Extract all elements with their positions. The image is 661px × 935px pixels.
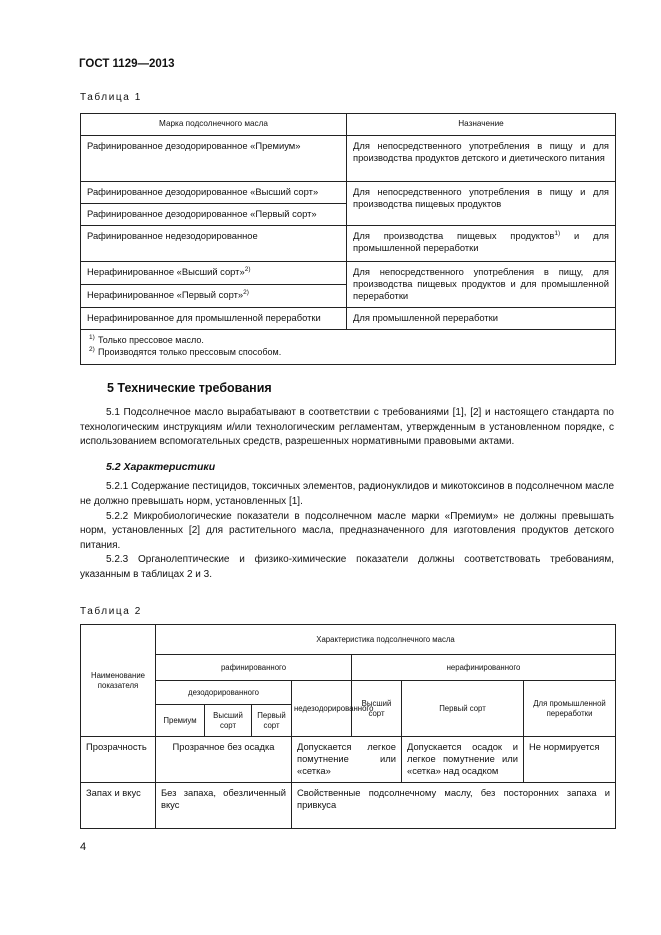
table2-indicator-cell: Запах и вкус (81, 783, 156, 829)
table1-purpose-cell: Для непосредственного употребления в пищу и для производства продуктов детского и диетического питания (347, 136, 616, 182)
table2-value-cell: Свойственные подсолнечному маслу, без посторонних запаха и привкуса (292, 783, 616, 829)
table2-indicator-cell: Прозрачность (81, 737, 156, 783)
table-row (81, 262, 616, 285)
table-row (81, 783, 616, 829)
footnote: 1) Только прессовое масло. (89, 334, 204, 345)
table1-purpose-cell: Для промышленной переработки (347, 308, 616, 330)
section5-body (80, 406, 614, 583)
table2-header-high: Высший сорт (205, 705, 252, 737)
table1 (80, 113, 616, 365)
table1-brand-cell (81, 285, 347, 308)
table1-brand-cell: Рафинированное недезодорированное (81, 226, 347, 262)
table1-purpose-cell: Для непосредственного употребления в пищу, для производства пищевых продуктов и для промышленной переработки (347, 262, 616, 308)
table2-header-unrefined: нерафинированного (352, 655, 616, 681)
table1-caption: Таблица 1 (80, 92, 142, 103)
table-row (81, 308, 616, 330)
table2-value-cell: Допускается осадок и легкое помутнение или «сетка» над осадком (402, 737, 524, 783)
table1-purpose-cell (347, 226, 616, 262)
table2 (80, 624, 616, 829)
paragraph-5-2-2: 5.2.2 Микробиологические показатели в подсолнечном масле марки «Премиум» не должны превышать норм, установленных [2] для растительного масла, предназначенного для изготовления продуктов детского питания. (80, 510, 614, 551)
table1-purpose-text: Для производства пищевых продуктов (353, 230, 555, 241)
table2-caption: Таблица 2 (80, 606, 142, 617)
section-title: 5 Технические требования (107, 381, 272, 395)
table1-brand-cell: Рафинированное дезодорированное «Высший сорт» (81, 182, 347, 204)
table1-brand-cell (81, 262, 347, 285)
footnote: 2) Производятся только прессовым способом. (89, 346, 282, 357)
table2-header-industrial: Для промышленной переработки (524, 681, 616, 737)
table1-brand-cell: Нерафинированное для промышленной переработки (81, 308, 347, 330)
table-row (81, 136, 616, 182)
table2-header-unref-high: Высший сорт (352, 681, 402, 737)
footnote-ref: 2) (244, 265, 251, 273)
document-header: ГОСТ 1129—2013 (79, 58, 175, 70)
table2-value-cell: Не нормируется (524, 737, 616, 783)
table1-brand-text: Нерафинированное «Первый сорт» (87, 289, 244, 300)
table2-header-row (81, 681, 616, 705)
table2-header-name: Наименование показателя (81, 625, 156, 737)
table1-col-header: Марка подсолнечного масла (81, 114, 347, 136)
table1-header-row (81, 114, 616, 136)
table2-value-cell: Прозрачное без осадка (156, 737, 292, 783)
table-row (81, 737, 616, 783)
table1-brand-cell: Рафинированное дезодорированное «Первый сорт» (81, 204, 347, 226)
footnote-ref: 1) (554, 229, 561, 237)
table2-value-cell: Без запаха, обезличенный вкус (156, 783, 292, 829)
table2-header-premium: Премиум (156, 705, 205, 737)
table1-col-header: Назначение (347, 114, 616, 136)
table2-header-first: Первый сорт (252, 705, 292, 737)
page-number: 4 (80, 841, 87, 853)
footnote-text: Производятся только прессовым способом. (98, 347, 282, 357)
table-row (81, 226, 616, 262)
table1-brand-cell: Рафинированное дезодорированное «Премиум» (81, 136, 347, 182)
subsection-title: 5.2 Характеристики (106, 460, 216, 473)
table1-purpose-cell: Для непосредственного употребления в пищу и для производства пищевых продуктов (347, 182, 616, 226)
paragraph-5-2-3: 5.2.3 Органолептические и физико-химические показатели должны соответствовать требованиям, указанным в таблицах 2 и 3. (80, 554, 614, 580)
footnote-text: Только прессовое масло. (98, 335, 204, 345)
table2-header-refined: рафинированного (156, 655, 352, 681)
table2-header-deodorized: дезодорированного (156, 681, 292, 705)
table2-header-unref-first: Первый сорт (402, 681, 524, 737)
table1-purpose-text: и для промышленной переработки (353, 230, 609, 253)
table2-header-row (81, 625, 616, 655)
table-row (81, 182, 616, 204)
paragraph-5-1: 5.1 Подсолнечное масло вырабатывают в соответствии с требованиями [1], [2] и настоящего стандарта по технологическим инструкциям и/или технологическим регламентам, утвержденным в установленном порядке, с использованием вспомогательных средств, разрешенных нормативными правовыми актами. (80, 407, 614, 448)
table2-header-nondeodorized: недезодорированного (292, 681, 352, 737)
table2-header-characteristic: Характеристика подсолнечного масла (156, 625, 616, 655)
table2-header-row (81, 655, 616, 681)
table1-brand-text: Нерафинированное «Высший сорт» (87, 266, 245, 277)
paragraph-5-2-1: 5.2.1 Содержание пестицидов, токсичных элементов, радионуклидов и микотоксинов в подсолнечном масле не должно превышать норм, установленных [1]. (80, 481, 614, 507)
footnote-ref: 2) (243, 288, 249, 296)
table1-footnotes (81, 330, 616, 365)
table2-value-cell: Допускается легкое помутнение или «сетка» (292, 737, 402, 783)
table1-footnotes-row (81, 330, 616, 365)
